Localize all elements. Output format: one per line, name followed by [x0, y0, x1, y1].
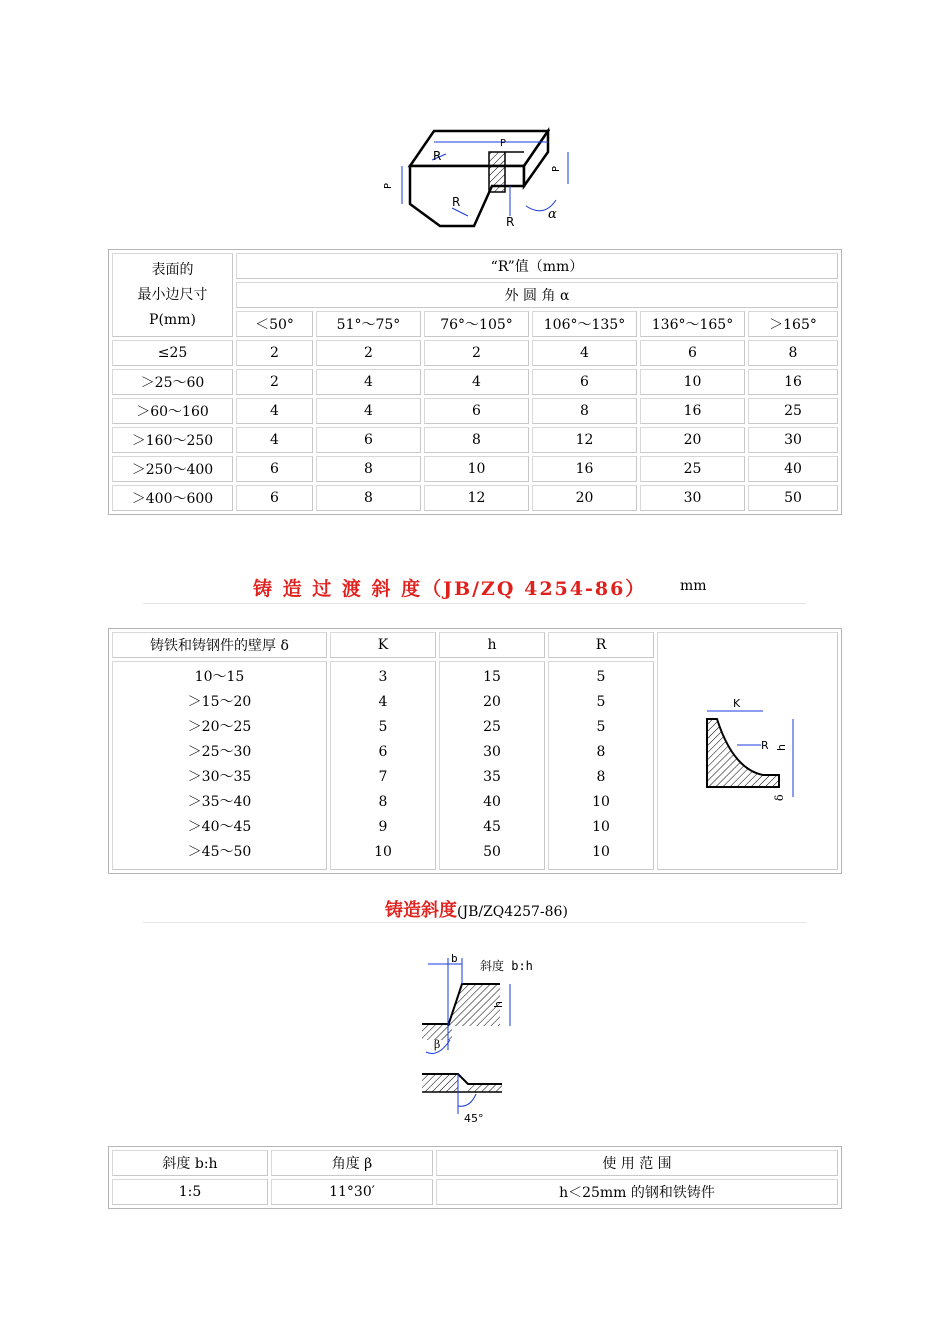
slope-header: 斜度 b:h [112, 1150, 268, 1176]
p-cell: ＞250～400 [112, 456, 233, 482]
divider [143, 603, 806, 604]
r-dim-label: R [760, 739, 769, 752]
draft-slope-table [108, 1146, 842, 1209]
deg45-label: 45° [464, 1112, 484, 1125]
value-cell: 10 [640, 369, 745, 395]
value-cell: 16 [532, 456, 637, 482]
value-cell: 20 [532, 485, 637, 511]
value-cell: 4 [236, 398, 313, 424]
value-cell: 4 [316, 369, 421, 395]
h-cell: 15 20 25 30 35 40 45 50 [439, 661, 545, 870]
transition-diagram [693, 689, 803, 809]
fillet-radius-diagram [376, 126, 576, 232]
slope-label: 斜度 b:h [480, 959, 533, 973]
angle-col: 106°～135° [532, 311, 637, 337]
value-cell: 4 [236, 427, 313, 453]
p-top-label: P [500, 138, 507, 149]
r-header: R [548, 632, 654, 658]
value-cell: 30 [640, 485, 745, 511]
unit-label: mm [680, 578, 707, 594]
surface-size-header [112, 253, 233, 337]
value-cell: 4 [532, 340, 637, 366]
slope-cell: 1:5 [112, 1179, 268, 1205]
value-cell: 2 [236, 369, 313, 395]
angle-cell: 11°30′ [271, 1179, 433, 1205]
value-cell: 8 [424, 427, 529, 453]
draft-slope-title-code: (JB/ZQ4257-86) [457, 904, 568, 920]
usage-header: 使 用 范 围 [436, 1150, 838, 1176]
p-cell: ≤25 [112, 340, 233, 366]
table-row [112, 1179, 838, 1205]
value-cell: 10 [424, 456, 529, 482]
table-row [112, 398, 838, 424]
k-header: K [330, 632, 436, 658]
r-cell: 5 5 5 8 8 10 10 10 [548, 661, 654, 870]
value-cell: 2 [316, 340, 421, 366]
p-right-label: P [551, 165, 562, 172]
thickness-header: 铸铁和铸钢件的壁厚 δ [112, 632, 327, 658]
h-label: h [492, 1001, 505, 1008]
rowhead-line3: P(mm) [149, 311, 196, 328]
value-cell: 6 [640, 340, 745, 366]
outer-angle-header: 外 圆 角 α [236, 282, 838, 308]
angle-header: 角度 β [271, 1150, 433, 1176]
h-header: h [439, 632, 545, 658]
r-left-label: R [433, 149, 442, 163]
angle-col: ＞165° [748, 311, 838, 337]
value-cell: 25 [748, 398, 838, 424]
value-cell: 12 [532, 427, 637, 453]
value-cell: 40 [748, 456, 838, 482]
table-row [112, 485, 838, 511]
p-cell: ＞25～60 [112, 369, 233, 395]
draft-slope-diagram [418, 950, 538, 1128]
transition-diagram-cell [657, 632, 838, 870]
p-cell: ＞60～160 [112, 398, 233, 424]
alpha-label: α [548, 207, 557, 222]
table-row [112, 427, 838, 453]
value-cell: 6 [236, 485, 313, 511]
usage-cell: h＜25mm 的钢和铁铸件 [436, 1179, 838, 1205]
value-cell: 16 [640, 398, 745, 424]
transition-slope-table [108, 628, 842, 874]
k-dim-label: K [732, 697, 740, 710]
value-cell: 2 [424, 340, 529, 366]
angle-col: ＜50° [236, 311, 313, 337]
value-cell: 16 [748, 369, 838, 395]
value-cell: 12 [424, 485, 529, 511]
p-cell: ＞400～600 [112, 485, 233, 511]
p-cell: ＞160～250 [112, 427, 233, 453]
table-row [112, 369, 838, 395]
value-cell: 8 [532, 398, 637, 424]
table-row [112, 456, 838, 482]
fillet-radius-table [108, 249, 842, 515]
value-cell: 8 [316, 485, 421, 511]
value-cell: 6 [532, 369, 637, 395]
rowhead-line1: 表面的 [151, 261, 194, 278]
value-cell: 6 [236, 456, 313, 482]
h-dim-label: h [774, 744, 788, 751]
r-bottom-label: R [506, 215, 515, 229]
r-value-header: “R”值（mm） [236, 253, 838, 279]
p-left-label: P [383, 182, 394, 189]
delta-dim-label: δ [772, 794, 786, 801]
thickness-cell: 10～15 ＞15～20 ＞20～25 ＞25～30 ＞30～35 ＞35～40 ＞40～45 ＞45～50 [112, 661, 327, 870]
divider [143, 922, 806, 923]
table-row [112, 340, 838, 366]
value-cell: 8 [748, 340, 838, 366]
value-cell: 50 [748, 485, 838, 511]
draft-slope-title [385, 896, 568, 922]
rowhead-line2: 最小边尺寸 [137, 286, 208, 303]
draft-slope-title-red: 铸造斜度 [385, 900, 457, 921]
value-cell: 4 [424, 369, 529, 395]
value-cell: 6 [316, 427, 421, 453]
angle-col: 76°～105° [424, 311, 529, 337]
value-cell: 4 [316, 398, 421, 424]
angle-col: 51°～75° [316, 311, 421, 337]
transition-slope-title: 铸 造 过 渡 斜 度（JB/ZQ 4254-86） [253, 578, 647, 600]
beta-label: β [434, 1038, 441, 1051]
value-cell: 6 [424, 398, 529, 424]
b-label: b [451, 952, 458, 965]
value-cell: 25 [640, 456, 745, 482]
angle-col: 136°～165° [640, 311, 745, 337]
value-cell: 30 [748, 427, 838, 453]
value-cell: 20 [640, 427, 745, 453]
r-mid-label: R [452, 195, 461, 209]
value-cell: 2 [236, 340, 313, 366]
k-cell: 3 4 5 6 7 8 9 10 [330, 661, 436, 870]
value-cell: 8 [316, 456, 421, 482]
